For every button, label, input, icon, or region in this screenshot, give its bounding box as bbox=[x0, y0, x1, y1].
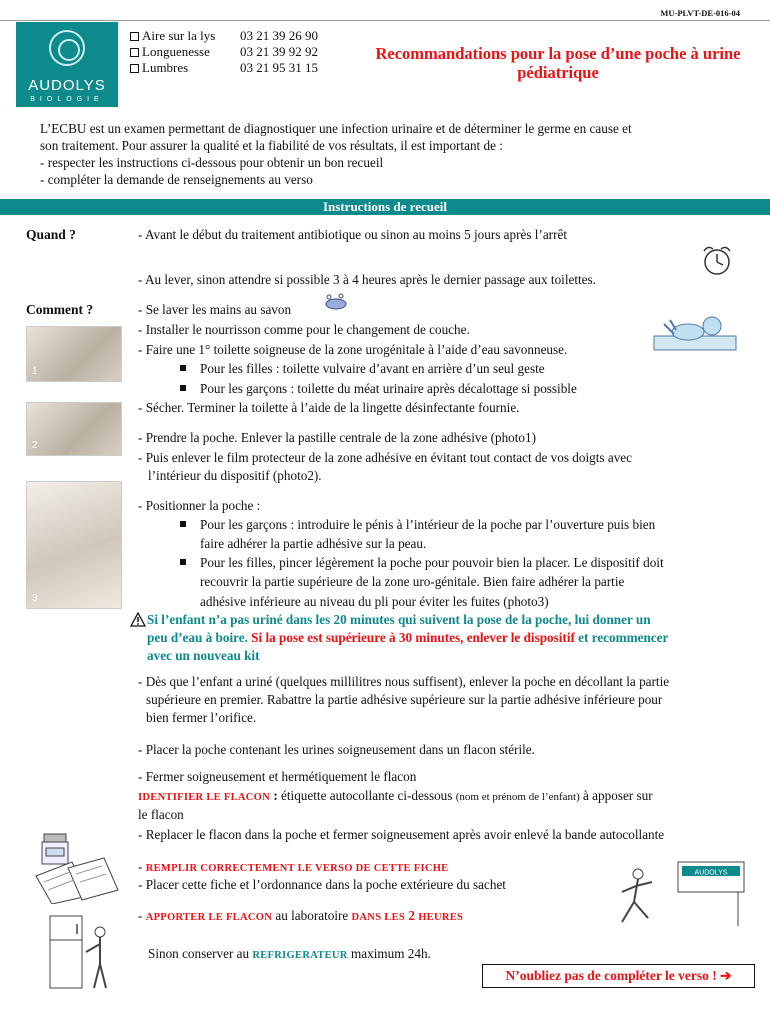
title-line: Recommandations pour la pose d’une poche à urine bbox=[375, 44, 741, 63]
header-divider bbox=[0, 20, 770, 21]
intro-line: - respecter les instructions ci-dessous pour obtenir un bon recueil bbox=[40, 155, 384, 170]
intro-line: L’ECBU est un examen permettant de diagnostiquer une infection urinaire et de déterminer le germe en cause et bbox=[40, 121, 632, 136]
bullet-item: Pour les garçons : introduire le pénis à l’intérieur de la poche par l’ouverture puis bien bbox=[180, 516, 765, 534]
page-title bbox=[352, 44, 764, 82]
step: - Se laver les mains au savon bbox=[138, 302, 292, 317]
baby-changing-icon bbox=[650, 306, 740, 358]
step: - APPORTER LE FLACON au laboratoire DANS LES 2 HEURES bbox=[138, 908, 464, 923]
fridge-label: REFRIGERATEUR bbox=[252, 950, 348, 961]
logo-ring-icon bbox=[49, 30, 85, 66]
step: IDENTIFIER LE FLACON : étiquette autocollante ci-dessous (nom et prénom de l’enfant) à apposer sur bbox=[138, 788, 653, 803]
bullet-cont: recouvrir la partie supérieure de la zone uro-génitale. Bien faire adhérer la partie bbox=[200, 574, 625, 589]
step: l’intérieur du dispositif (photo2). bbox=[148, 468, 322, 483]
warning-line: Si l’enfant n’a pas uriné dans les 20 minutes qui suivent la pose de la poche, lui donner un bbox=[147, 612, 651, 627]
intro-line: son traitement. Pour assurer la qualité et la fiabilité de vos résultats, il est important de : bbox=[40, 138, 503, 153]
site-city: Aire sur la lys bbox=[142, 28, 216, 43]
logo-name: AUDOLYS bbox=[28, 77, 106, 94]
step: Sinon conserver au REFRIGERATEUR maximum 24h. bbox=[148, 946, 431, 961]
runner-to-lab-icon bbox=[608, 858, 758, 930]
intro-text bbox=[40, 120, 755, 188]
photo-3: 3 bbox=[26, 481, 122, 609]
title-line: pédiatrique bbox=[517, 63, 599, 82]
step: - Placer la poche contenant les urines soigneusement dans un flacon stérile. bbox=[138, 742, 535, 757]
quand-label: Quand ? bbox=[26, 227, 76, 242]
checkbox-icon bbox=[130, 48, 139, 57]
step: - Dès que l’enfant a uriné (quelques millilitres nous suffisent), enlever la poche en décollant la partie bbox=[138, 674, 670, 689]
step: supérieure en premier. Rabattre la partie adhésive supérieure sur la partie adhésive inférieure pour bbox=[146, 692, 663, 707]
site-phone: 03 21 39 92 92 bbox=[240, 44, 318, 59]
logo-subtitle: BIOLOGIE bbox=[30, 96, 104, 103]
section-header: Instructions de recueil bbox=[0, 199, 770, 215]
step: - Installer le nourrisson comme pour le changement de couche. bbox=[138, 322, 470, 337]
quand-item: - Au lever, sinon attendre si possible 3 à 4 heures après le dernier passage aux toilettes. bbox=[138, 272, 596, 287]
form-and-jar-icon bbox=[28, 832, 120, 904]
warning-text bbox=[130, 611, 760, 665]
soap-hands-icon bbox=[323, 292, 349, 312]
bullet-item: Pour les garçons : toilette du méat urinaire après décalottage si possible bbox=[180, 380, 765, 398]
site-row bbox=[130, 44, 318, 60]
site-phone: 03 21 95 31 15 bbox=[240, 60, 318, 75]
sites-list bbox=[130, 28, 318, 76]
photo-2: 2 bbox=[26, 402, 122, 456]
checkbox-icon bbox=[130, 32, 139, 41]
site-city: Lumbres bbox=[142, 60, 189, 75]
step: - Puis enlever le film protecteur de la zone adhésive en évitant tout contact de vos doigts avec bbox=[138, 450, 632, 465]
identify-label: IDENTIFIER LE FLACON bbox=[138, 792, 271, 803]
site-city: Longuenesse bbox=[142, 44, 210, 59]
step: - Placer cette fiche et l’ordonnance dans la poche extérieure du sachet bbox=[138, 877, 506, 892]
refrigerator-icon bbox=[42, 912, 112, 994]
site-row bbox=[130, 60, 318, 76]
step: - Positionner la poche : bbox=[138, 498, 261, 513]
step: le flacon bbox=[138, 807, 184, 822]
alarm-clock-icon bbox=[696, 241, 738, 279]
warning-line: peu d’eau à boire. bbox=[147, 630, 248, 645]
quand-item: - Avant le début du traitement antibiotique ou sinon au moins 5 jours après l’arrêt bbox=[138, 227, 567, 242]
audolys-logo bbox=[16, 22, 118, 107]
site-row bbox=[130, 28, 318, 44]
bullet-cont: adhésive inférieure au niveau du pli pour éviter les fuites (photo3) bbox=[200, 594, 549, 609]
step: - Prendre la poche. Enlever la pastille centrale de la zone adhésive (photo1) bbox=[138, 430, 537, 445]
checkbox-icon bbox=[130, 64, 139, 73]
step: - Fermer soigneusement et hermétiquement le flacon bbox=[138, 769, 417, 784]
bring-label: APPORTER LE FLACON bbox=[145, 912, 273, 923]
fill-verso-label: REMPLIR CORRECTEMENT LE VERSO DE CETTE FICHE bbox=[145, 863, 449, 874]
step: - Faire une 1° toilette soigneuse de la zone urogénitale à l’aide d’eau savonneuse. bbox=[138, 342, 568, 357]
comment-label: Comment ? bbox=[26, 302, 94, 317]
svg-text:AUDOLYS: AUDOLYS bbox=[694, 869, 728, 877]
step: - Sécher. Terminer la toilette à l’aide de la lingette désinfectante fournie. bbox=[138, 400, 520, 415]
step: bien fermer l’orifice. bbox=[146, 710, 257, 725]
site-phone: 03 21 39 26 90 bbox=[240, 28, 318, 43]
verso-reminder: N’oubliez pas de compléter le verso ! ➔ bbox=[482, 964, 755, 988]
document-reference: MU-PLVT-DE-016-04 bbox=[660, 8, 740, 18]
photo-1: 1 bbox=[26, 326, 122, 382]
bullet-cont: faire adhérer la partie adhésive sur la peau. bbox=[200, 536, 427, 551]
step: - Replacer le flacon dans la poche et fermer soigneusement après avoir enlevé la bande autocollante bbox=[138, 827, 665, 842]
warning-emphasis: Si la pose est supérieure à 30 minutes, enlever le dispositif bbox=[251, 630, 575, 645]
bullet-item: Pour les filles : toilette vulvaire d’avant en arrière d’un seul geste bbox=[180, 360, 765, 378]
warning-line: avec un nouveau kit bbox=[147, 648, 260, 663]
intro-line: - compléter la demande de renseignements au verso bbox=[40, 172, 313, 187]
warning-line: et recommencer bbox=[578, 630, 669, 645]
bullet-item: Pour les filles, pincer légèrement la poche pour pouvoir bien la placer. Le dispositif doit bbox=[180, 554, 765, 572]
step: - REMPLIR CORRECTEMENT LE VERSO DE CETTE FICHE bbox=[138, 859, 449, 874]
